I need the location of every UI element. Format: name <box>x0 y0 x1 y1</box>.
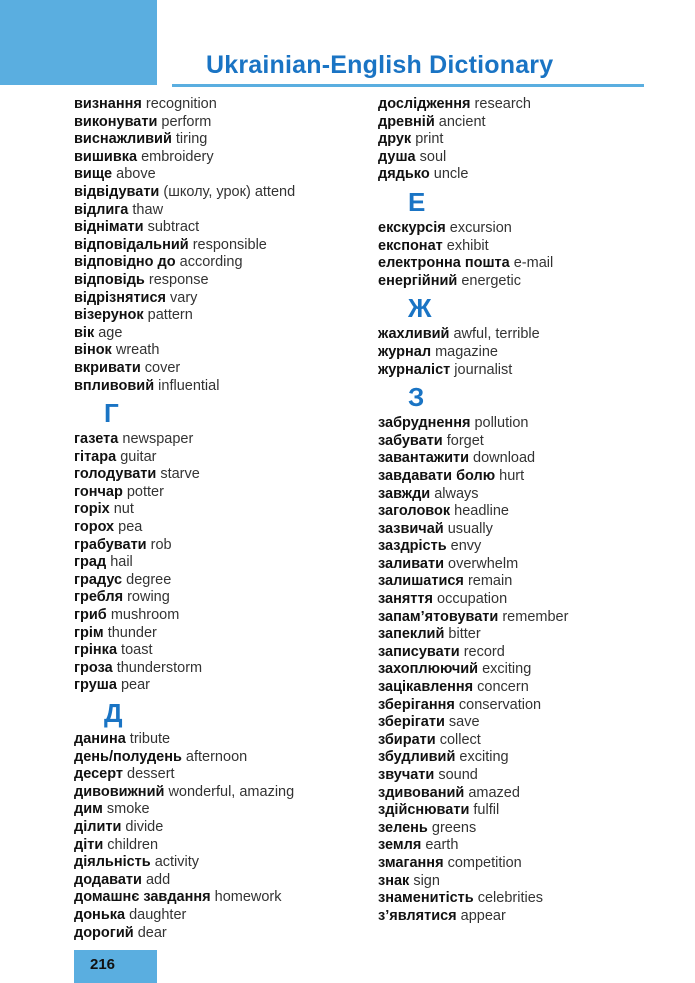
dictionary-entry <box>74 889 354 907</box>
translation: print <box>415 131 444 148</box>
headword: діти <box>74 836 104 853</box>
dictionary-entry <box>74 819 354 837</box>
translation: download <box>473 450 536 467</box>
dictionary-entry <box>378 908 678 926</box>
translation: headline <box>454 503 509 520</box>
dictionary-entry <box>74 677 354 695</box>
headword: виснажливий <box>74 131 172 148</box>
dictionary-entry <box>74 254 354 272</box>
translation: uncle <box>433 166 469 183</box>
headword: визнання <box>74 96 142 112</box>
translation: bitter <box>448 626 481 643</box>
dictionary-entry <box>378 749 678 767</box>
dictionary-entry <box>74 114 354 132</box>
translation: occupation <box>437 591 508 608</box>
dictionary-entry <box>74 837 354 855</box>
headword: запеклий <box>378 626 445 643</box>
dictionary-entry <box>74 219 354 237</box>
headword: зберігання <box>378 696 455 713</box>
headword: день/полудень <box>74 748 182 765</box>
translation: newspaper <box>122 431 194 448</box>
dictionary-entry <box>378 679 678 697</box>
dictionary-entry <box>74 272 354 290</box>
headword: електронна пошта <box>378 255 510 272</box>
headword: збудливий <box>378 749 456 766</box>
headword: здійснювати <box>378 802 470 819</box>
translation: tiring <box>175 131 208 148</box>
translation: energetic <box>461 272 521 289</box>
headword: жахливий <box>378 326 450 343</box>
section-letter: Д <box>104 698 123 728</box>
translation: journalist <box>454 361 513 378</box>
headword: душа <box>378 148 416 165</box>
headword: захоплюючий <box>378 661 479 678</box>
dictionary-entry <box>378 538 678 556</box>
headword: виконувати <box>74 113 158 130</box>
title-underline <box>172 84 644 87</box>
headword: експонат <box>378 237 443 254</box>
translation: pear <box>120 677 150 694</box>
dictionary-entry <box>74 642 354 660</box>
dictionary-entry <box>378 785 678 803</box>
headword: візерунок <box>74 307 144 324</box>
translation: fulfil <box>473 802 500 819</box>
section-letter: Ж <box>408 293 432 324</box>
translation: earth <box>425 837 459 854</box>
headword: екскурсія <box>378 219 446 236</box>
headword: забруднення <box>378 415 471 432</box>
translation: activity <box>154 854 200 871</box>
headword: записувати <box>378 643 460 660</box>
headword: відповідь <box>74 271 145 288</box>
headword: вишивка <box>74 148 138 165</box>
translation: forget <box>446 432 484 449</box>
dictionary-entry <box>74 501 354 519</box>
translation: rob <box>150 536 172 553</box>
headword: журналіст <box>378 361 451 378</box>
dictionary-entry <box>378 131 678 149</box>
translation: influential <box>158 377 220 394</box>
headword: градус <box>74 571 123 588</box>
headword: вище <box>74 166 113 183</box>
headword: журнал <box>378 343 432 360</box>
dictionary-entry <box>378 149 678 167</box>
dictionary-entry <box>74 378 354 396</box>
page-title: Ukrainian-English Dictionary <box>206 51 554 79</box>
translation: potter <box>126 483 164 500</box>
dictionary-entry <box>378 273 678 291</box>
translation: save <box>448 714 480 731</box>
translation: collect <box>439 731 481 748</box>
headword: древній <box>378 113 435 130</box>
translation: response <box>148 271 209 288</box>
dictionary-entry <box>378 415 678 433</box>
dictionary-entry <box>378 820 678 838</box>
dictionary-entry <box>378 714 678 732</box>
dictionary-entry <box>74 625 354 643</box>
dictionary-entry <box>74 607 354 625</box>
dictionary-entry <box>378 591 678 609</box>
headword: відповідальний <box>74 236 189 253</box>
dictionary-entry <box>74 537 354 555</box>
dictionary-entry <box>74 801 354 819</box>
translation: exciting <box>482 661 532 678</box>
headword: гітара <box>74 448 117 465</box>
translation: thunder <box>107 624 157 641</box>
page-number-box <box>74 950 157 983</box>
translation: e-mail <box>513 255 554 272</box>
translation: pollution <box>474 415 529 432</box>
dictionary-entry <box>378 802 678 820</box>
dictionary-entry <box>378 855 678 873</box>
translation: pattern <box>147 307 193 324</box>
headword: завдавати болю <box>378 467 496 484</box>
dictionary-entry <box>74 237 354 255</box>
headword: відвідувати <box>74 183 160 200</box>
translation: responsible <box>192 236 267 253</box>
translation: hail <box>110 554 133 571</box>
dictionary-entry <box>74 519 354 537</box>
translation: hurt <box>499 467 525 484</box>
translation: soul <box>419 148 447 165</box>
headword: діяльність <box>74 854 151 871</box>
translation: research <box>474 96 531 112</box>
translation: amazed <box>468 784 520 801</box>
headword: данина <box>74 731 126 747</box>
dictionary-entry <box>74 342 354 360</box>
headword: вкривати <box>74 359 141 376</box>
dictionary-entry <box>378 450 678 468</box>
dictionary-entry <box>74 466 354 484</box>
dictionary-entry <box>378 344 678 362</box>
headword: град <box>74 554 107 571</box>
headword: гриб <box>74 607 107 624</box>
headword: відлига <box>74 201 129 218</box>
translation: homework <box>214 889 282 906</box>
dictionary-entry <box>378 468 678 486</box>
dictionary-entry <box>74 572 354 590</box>
dictionary-entry <box>74 184 354 202</box>
translation: vary <box>170 289 198 306</box>
dictionary-entry <box>378 573 678 591</box>
dictionary-entry <box>74 854 354 872</box>
translation: tribute <box>129 731 171 747</box>
dictionary-entry <box>74 589 354 607</box>
dictionary-entry <box>74 907 354 925</box>
translation: conservation <box>458 696 542 713</box>
translation: wonderful, amazing <box>168 783 295 800</box>
translation: celebrities <box>477 890 544 907</box>
dictionary-entry <box>378 890 678 908</box>
dictionary-entry <box>378 732 678 750</box>
translation: subtract <box>147 219 200 236</box>
dictionary-column-right <box>378 96 678 925</box>
dictionary-entry <box>74 290 354 308</box>
headword: голодувати <box>74 466 157 483</box>
translation: add <box>145 871 171 888</box>
headword: зберігати <box>378 714 445 731</box>
section-letter: Е <box>408 186 426 217</box>
dictionary-entry <box>378 521 678 539</box>
section-letter: Г <box>104 398 119 429</box>
corner-decoration <box>0 0 157 85</box>
dictionary-entry <box>378 238 678 256</box>
translation: daughter <box>129 906 187 923</box>
translation: dessert <box>127 766 175 783</box>
translation: always <box>434 485 479 502</box>
dictionary-entry <box>74 554 354 572</box>
headword: зелень <box>378 819 428 836</box>
translation: afternoon <box>185 748 248 765</box>
dictionary-entry <box>378 697 678 715</box>
headword: вік <box>74 324 95 341</box>
headword: енергійний <box>378 272 458 289</box>
dictionary-entry <box>378 433 678 451</box>
headword: ділити <box>74 818 122 835</box>
dictionary-entry <box>74 431 354 449</box>
headword: зацікавлення <box>378 679 474 696</box>
dictionary-entry <box>378 486 678 504</box>
headword: відповідно до <box>74 254 176 271</box>
translation: appear <box>460 907 506 924</box>
headword: віднімати <box>74 219 144 236</box>
translation: remain <box>467 573 513 590</box>
dictionary-entry <box>74 925 354 943</box>
headword: заливати <box>378 555 445 572</box>
headword: гребля <box>74 589 124 606</box>
headword: дослідження <box>378 96 471 112</box>
headword: гончар <box>74 483 123 500</box>
translation: awful, terrible <box>453 326 540 343</box>
dictionary-entry <box>74 449 354 467</box>
headword: друк <box>378 131 412 148</box>
dictionary-entry <box>378 767 678 785</box>
translation: envy <box>450 538 482 555</box>
dictionary-entry <box>378 609 678 627</box>
headword: збирати <box>378 731 436 748</box>
dictionary-entry <box>74 749 354 767</box>
translation: ancient <box>438 113 486 130</box>
dictionary-entry <box>74 149 354 167</box>
dictionary-entry <box>74 202 354 220</box>
translation: mushroom <box>110 607 180 624</box>
dictionary-entry <box>378 556 678 574</box>
headword: впливовий <box>74 377 155 394</box>
translation: record <box>463 643 505 660</box>
headword: здивований <box>378 784 465 801</box>
translation: recognition <box>145 96 217 112</box>
translation: divide <box>125 818 164 835</box>
translation: thaw <box>132 201 164 218</box>
dictionary-entry <box>378 503 678 521</box>
dictionary-entry <box>74 307 354 325</box>
translation: sign <box>413 872 440 889</box>
headword: зазвичай <box>378 520 444 537</box>
headword: десерт <box>74 766 123 783</box>
translation: exhibit <box>446 237 489 254</box>
dictionary-entry <box>378 661 678 679</box>
translation: rowing <box>127 589 170 606</box>
headword: грінка <box>74 642 118 659</box>
translation: children <box>107 836 159 853</box>
headword: вінок <box>74 342 112 359</box>
headword: знаменитість <box>378 890 474 907</box>
dictionary-entry <box>74 766 354 784</box>
translation: toast <box>121 642 153 659</box>
dictionary-entry <box>74 131 354 149</box>
translation: nut <box>113 501 134 518</box>
headword: дивовижний <box>74 783 165 800</box>
translation: starve <box>160 466 200 483</box>
dictionary-entry <box>74 325 354 343</box>
headword: грім <box>74 624 104 641</box>
headword: дорогий <box>74 924 134 941</box>
translation: overwhelm <box>448 555 519 572</box>
dictionary-entry <box>74 360 354 378</box>
dictionary-entry <box>378 644 678 662</box>
headword: відрізнятися <box>74 289 166 306</box>
translation: degree <box>126 571 172 588</box>
translation: above <box>116 166 156 183</box>
headword: додавати <box>74 871 142 888</box>
headword: запам’ятовувати <box>378 608 499 625</box>
dictionary-entry <box>378 626 678 644</box>
translation: wreath <box>115 342 160 359</box>
dictionary-entry <box>378 362 678 380</box>
headword: гроза <box>74 659 113 676</box>
headword: дим <box>74 801 103 818</box>
headword: горіх <box>74 501 110 518</box>
translation: cover <box>144 359 181 376</box>
translation: (школу, урок) attend <box>163 183 296 200</box>
page-number: 216 <box>90 956 116 973</box>
dictionary-entry <box>74 660 354 678</box>
headword: знак <box>378 872 410 889</box>
translation: according <box>179 254 243 271</box>
headword: залишатися <box>378 573 464 590</box>
headword: заздрість <box>378 538 447 555</box>
dictionary-entry <box>378 873 678 891</box>
translation: dear <box>137 924 167 941</box>
translation: exciting <box>459 749 509 766</box>
translation: smoke <box>106 801 150 818</box>
dictionary-entry <box>378 166 678 184</box>
dictionary-column-left <box>74 96 354 942</box>
translation: age <box>98 324 123 341</box>
section-letter: З <box>408 382 425 413</box>
dictionary-entry <box>74 731 354 749</box>
headword: заголовок <box>378 503 451 520</box>
dictionary-entry <box>378 220 678 238</box>
headword: газета <box>74 431 119 448</box>
headword: завжди <box>378 485 431 502</box>
headword: звучати <box>378 767 435 783</box>
dictionary-entry <box>378 255 678 273</box>
translation: greens <box>431 819 477 836</box>
dictionary-entry <box>378 837 678 855</box>
translation: embroidery <box>141 148 214 165</box>
translation: thunderstorm <box>116 659 203 676</box>
dictionary-entry <box>378 96 678 114</box>
headword: заняття <box>378 591 433 608</box>
headword: змагання <box>378 854 444 871</box>
headword: горох <box>74 519 115 536</box>
headword: завантажити <box>378 450 470 467</box>
headword: домашнє завдання <box>74 889 211 906</box>
dictionary-entry <box>74 484 354 502</box>
translation: concern <box>477 679 529 696</box>
dictionary-entry <box>74 872 354 890</box>
dictionary-entry <box>74 784 354 802</box>
translation: guitar <box>120 448 157 465</box>
translation: pea <box>118 519 143 536</box>
dictionary-entry <box>74 166 354 184</box>
translation: competition <box>447 854 522 871</box>
headword: груша <box>74 677 117 694</box>
dictionary-entry <box>378 326 678 344</box>
headword: донька <box>74 906 126 923</box>
headword: забувати <box>378 432 443 449</box>
translation: sound <box>438 767 478 783</box>
dictionary-entry <box>378 114 678 132</box>
headword: грабувати <box>74 536 147 553</box>
translation: excursion <box>449 219 512 236</box>
translation: remember <box>502 608 569 625</box>
headword: з’являтися <box>378 907 457 924</box>
dictionary-entry <box>74 96 354 114</box>
headword: дядько <box>378 166 430 183</box>
translation: magazine <box>435 343 498 360</box>
translation: perform <box>161 113 212 130</box>
headword: земля <box>378 837 422 854</box>
translation: usually <box>447 520 493 537</box>
